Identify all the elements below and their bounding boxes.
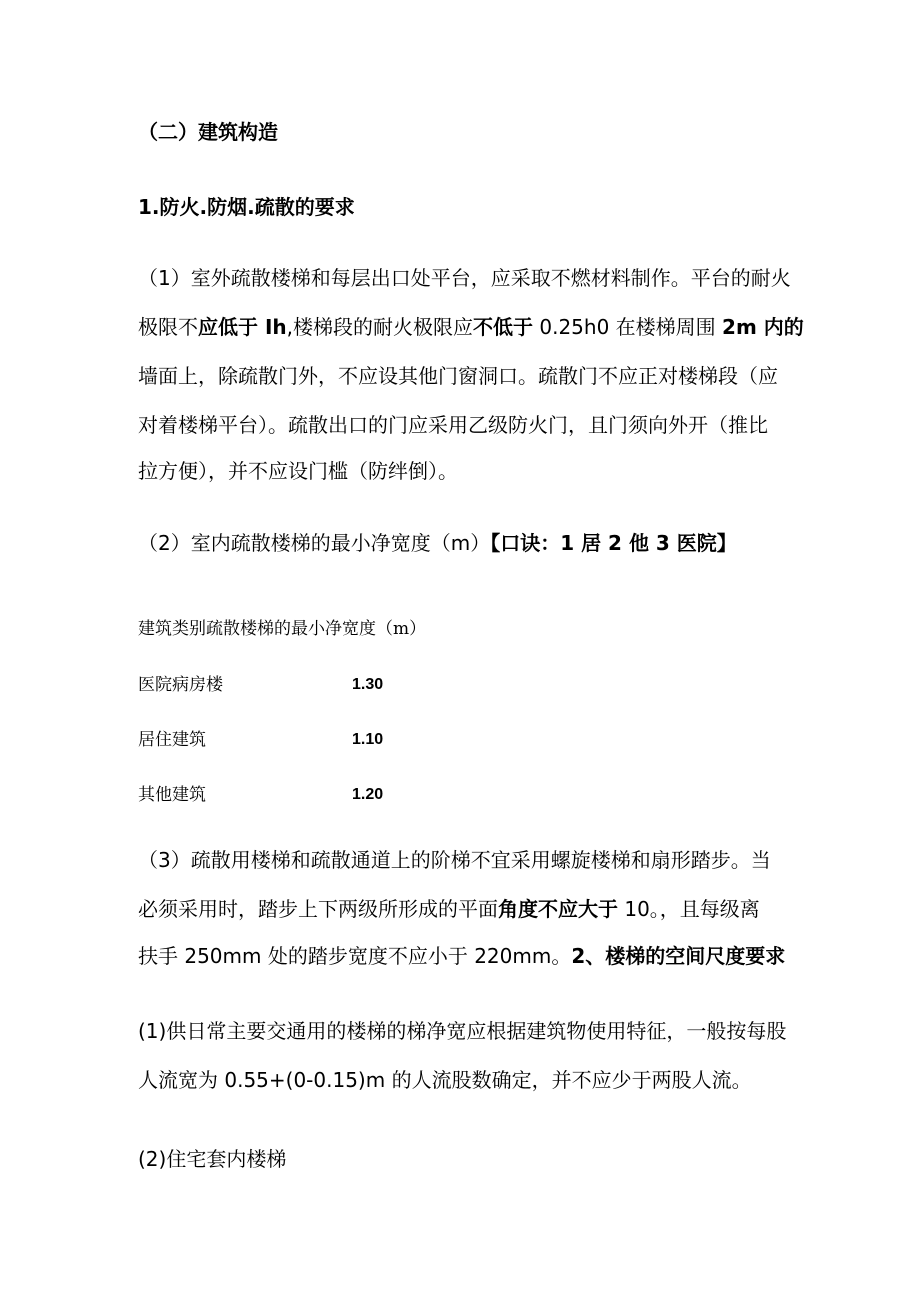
section-heading: （二）建筑构造 <box>138 120 278 144</box>
para1-line2 <box>138 313 804 341</box>
para1-line2-part1: 极限不 <box>138 315 198 339</box>
para3-line2-part3: 10。，且每级离 <box>618 897 760 921</box>
para1-line5-text: 拉方便），并不应设门槛（防绊倒）。 <box>138 459 458 483</box>
para2-text: （2）室内疏散楼梯的最小净宽度（m） <box>138 531 491 555</box>
para1-line1-text: （1）室外疏散楼梯和每层出口处平台，应采取不燃材料制作。平台的耐火 <box>138 266 791 290</box>
para1-line2-part2: 应低于 Ih <box>198 315 287 339</box>
para1-line2-part4: 不低于 <box>473 315 534 339</box>
para1-line2-part5: 0.25h0 在楼梯周围 <box>533 315 723 339</box>
para3-line2-part2: 角度不应大于 <box>498 897 618 921</box>
para1-line3-text: 墙面上，除疏散门外，不应设其他门窗洞口。疏散门不应正对楼梯段（应 <box>138 364 778 388</box>
para3-line3-part1: 扶手 250mm 处的踏步宽度不应小于 220mm。 <box>138 944 572 968</box>
para3-line2-part1: 必须采用时，踏步上下两级所形成的平面 <box>138 897 498 921</box>
table-row-1-category: 医院病房楼 <box>138 675 223 695</box>
table-row-2-width: 1.10 <box>352 731 384 748</box>
para2-mnemonic: 【口诀：1 居 2 他 3 医院】 <box>490 531 737 555</box>
para3-line3 <box>138 942 785 970</box>
para1-line3 <box>138 362 778 390</box>
para3-line3-part2: 2、楼梯的空间尺度要求 <box>571 944 786 968</box>
para3-line2 <box>138 895 760 923</box>
table-row-1-width: 1.30 <box>352 676 384 693</box>
table-row-3-category: 其他建筑 <box>138 785 206 805</box>
para1-line5 <box>138 457 458 485</box>
para1-line1 <box>138 264 791 292</box>
table-row-2-category: 居住建筑 <box>138 730 206 750</box>
para1-line4-text: 对着楼梯平台）。疏散出口的门应采用乙级防火门，且门须向外开（推比 <box>138 413 768 437</box>
para4-line1: (1)供日常主要交通用的楼梯的梯净宽应根据建筑物使用特征，一般按每股 <box>138 1019 787 1043</box>
table-header: 建筑类别疏散楼梯的最小净宽度（m） <box>138 619 427 639</box>
para2 <box>138 529 737 557</box>
para4-line2: 人流宽为 0.55+(0-0.15)m 的人流股数确定，并不应少于两股人流。 <box>138 1068 752 1092</box>
subheading: 1.防火.防烟.疏散的要求 <box>138 195 355 219</box>
para3-line1: （3）疏散用楼梯和疏散通道上的阶梯不宜采用螺旋楼梯和扇形踏步。当 <box>138 848 771 872</box>
table-row-3-width: 1.20 <box>352 786 384 803</box>
para1-line4 <box>138 411 768 439</box>
para1-line2-part6: 2m 内的 <box>722 315 804 339</box>
para5: (2)住宅套内楼梯 <box>138 1147 287 1171</box>
para1-line2-part3: ,楼梯段的耐火极限应 <box>286 315 474 339</box>
